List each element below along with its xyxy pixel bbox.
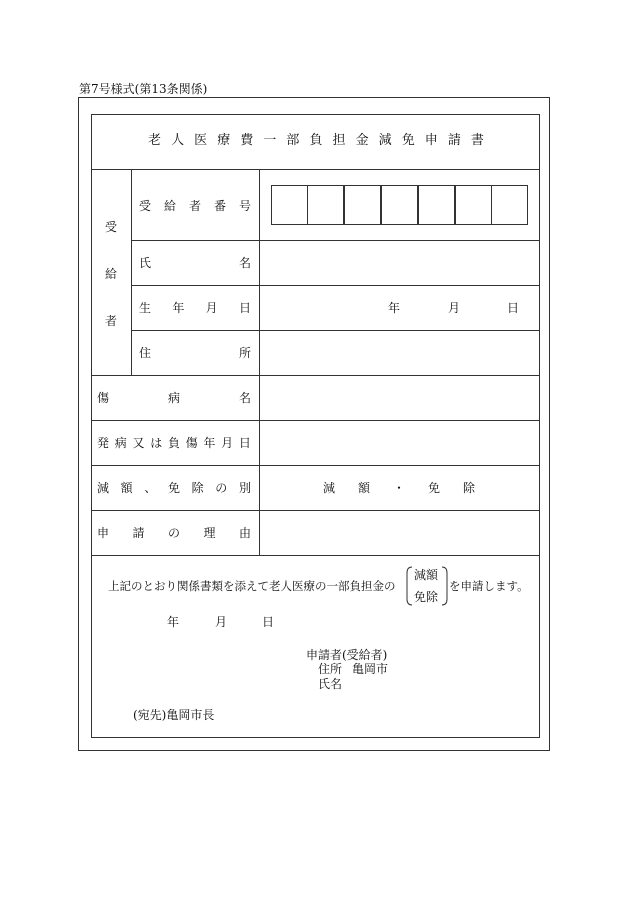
onset-date-label: 発 病 又 は 負 傷 年 月 日 [97, 436, 251, 450]
onset-date-field[interactable] [260, 421, 540, 465]
recipient-group-char-1: 受 [105, 220, 118, 234]
applicant-address-value: 亀岡市 [352, 662, 389, 676]
form-number-label: 第7号様式(第13条関係) [79, 82, 208, 96]
form-title: 老 人 医 療 費 一 部 負 担 金 減 免 申 請 書 [148, 133, 484, 148]
divider-title [91, 169, 540, 170]
disease-name-label: 傷 病 名 [97, 391, 251, 405]
birthdate-label: 生 年 月 日 [139, 301, 251, 315]
declaration-option-reduction[interactable]: 減額 [414, 568, 439, 582]
declaration-option-exemption[interactable]: 免除 [414, 590, 439, 604]
recipient-number-digit-4[interactable] [381, 185, 418, 225]
reduction-type-label: 減 額 、 免 除 の 別 [97, 481, 251, 495]
recipient-group-char-3: 者 [105, 314, 118, 328]
recipient-number-digit-2[interactable] [307, 185, 344, 225]
recipient-number-digit-3[interactable] [344, 185, 381, 225]
recipient-number-digit-7[interactable] [491, 185, 528, 225]
birthdate-month-unit: 月 [448, 301, 461, 315]
recipient-group-char-2: 給 [105, 267, 118, 281]
declaration-prefix: 上記のとおり関係書類を添えて老人医療の一部負担金の [108, 579, 396, 593]
recipient-number-digit-5[interactable] [418, 185, 455, 225]
reason-field[interactable] [260, 511, 540, 555]
divider-reason [91, 555, 540, 556]
addressee: (宛先)亀岡市長 [133, 708, 215, 722]
recipient-number-digit-6[interactable] [455, 185, 492, 225]
applicant-title: 申請者(受給者) [306, 648, 388, 662]
address-field[interactable] [260, 331, 540, 375]
address-label: 住 所 [139, 346, 251, 360]
reason-label: 申 請 の 理 由 [97, 526, 251, 540]
name-field[interactable] [260, 241, 540, 285]
application-month-unit: 月 [215, 615, 228, 629]
birthdate-year-unit: 年 [388, 301, 401, 315]
applicant-address-label: 住所 [318, 662, 343, 676]
disease-name-field[interactable] [260, 376, 540, 420]
declaration-suffix: を申請します。 [449, 579, 529, 593]
application-year-unit: 年 [167, 615, 180, 629]
recipient-number-label: 受 給 者 番 号 [139, 199, 251, 213]
birthdate-day-unit: 日 [507, 301, 520, 315]
name-label: 氏 名 [139, 256, 251, 270]
applicant-name-label: 氏名 [318, 677, 343, 691]
divider-onset [91, 465, 540, 466]
recipient-number-digit-1[interactable] [271, 185, 308, 225]
application-day-unit: 日 [262, 615, 275, 629]
divider-group-column [131, 169, 132, 375]
reduction-type-options[interactable]: 減 額 ・ 免 除 [323, 481, 475, 495]
